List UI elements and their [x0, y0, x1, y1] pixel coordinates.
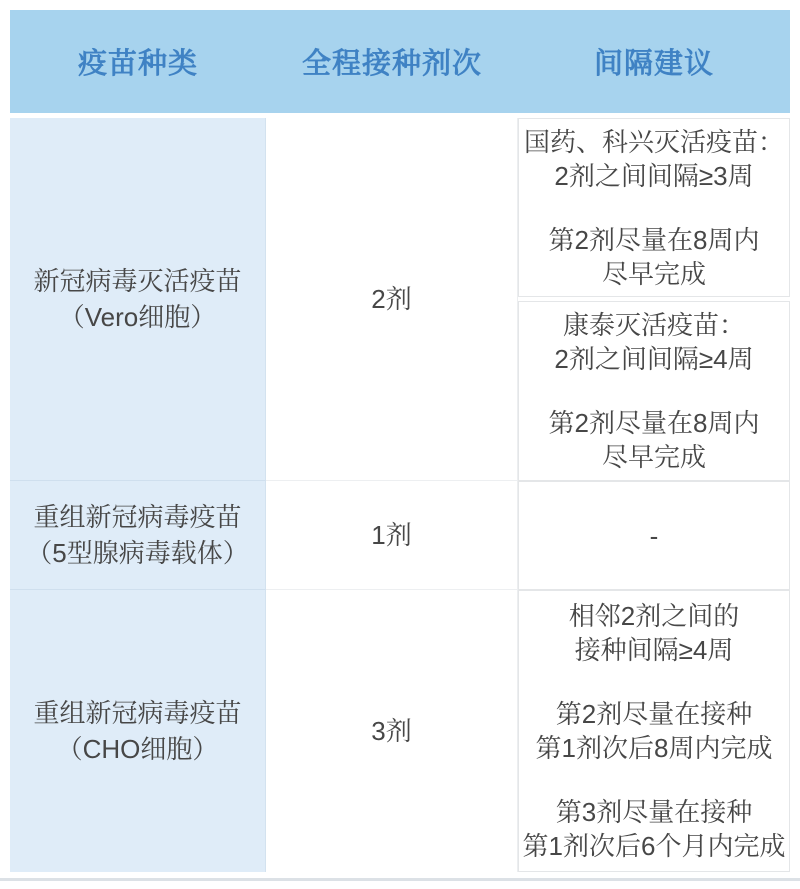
interval-line: 尽早完成	[601, 442, 706, 472]
interval-line: 第2剂尽量在8周内	[548, 408, 760, 438]
row2-vaccine-type-cell	[10, 481, 266, 590]
interval-line: 第2剂尽量在8周内	[548, 224, 760, 255]
interval-paragraph	[536, 697, 773, 765]
header-vaccine-type: 疫苗种类	[77, 48, 198, 80]
vaccine-name: 重组新冠病毒疫苗	[33, 502, 242, 532]
interval-subcell-none	[518, 481, 790, 590]
row2-interval-cell	[518, 481, 790, 590]
header-interval-advice: 间隔建议	[593, 48, 714, 80]
dose-count: 1剂	[371, 520, 412, 550]
interval-subcell-kangtai	[518, 301, 790, 481]
interval-line: 2剂之间间隔≥3周	[554, 160, 754, 191]
row3-dose-cell	[266, 590, 518, 872]
row2-dose-cell	[266, 481, 518, 590]
dose-count: 3剂	[371, 716, 412, 746]
vaccine-platform: （5型腺病毒载体）	[26, 538, 249, 568]
header-dose-count: 全程接种剂次	[301, 48, 482, 80]
vaccine-name: 重组新冠病毒疫苗	[33, 698, 242, 728]
interval-line: 康泰灭活疫苗：	[562, 310, 745, 340]
row1-dose-cell	[266, 118, 518, 481]
interval-line: 第2剂尽量在接种	[555, 699, 753, 729]
interval-paragraph	[549, 406, 760, 474]
interval-line: 相邻2剂之间的	[568, 601, 740, 631]
interval-line: 第1剂次后8周内完成	[535, 733, 773, 763]
table-header-row	[10, 10, 790, 113]
interval-paragraph	[524, 125, 784, 193]
interval-paragraph	[554, 308, 753, 376]
row3-interval-cell	[518, 590, 790, 872]
interval-line: 尽早完成	[601, 258, 706, 289]
interval-paragraph	[650, 519, 659, 553]
vaccine-table	[10, 10, 790, 872]
interval-paragraph	[523, 795, 786, 863]
row3-vaccine-type-cell	[10, 590, 266, 872]
bottom-divider	[0, 878, 800, 881]
vaccine-name: 新冠病毒灭活疫苗	[33, 266, 242, 296]
interval-line: 第1剂次后6个月内完成	[522, 831, 786, 861]
row1-vaccine-type-cell	[10, 118, 266, 481]
dose-count: 2剂	[371, 284, 412, 314]
interval-subcell-cho	[518, 590, 790, 872]
row1-interval-cell	[518, 118, 790, 481]
table-body	[10, 118, 790, 872]
interval-paragraph	[569, 599, 739, 667]
interval-subcell-sinopharm-sinovac	[518, 118, 790, 297]
interval-line: 第3剂尽量在接种	[555, 797, 753, 827]
interval-dash: -	[649, 520, 659, 551]
interval-line: 2剂之间间隔≥4周	[554, 344, 754, 374]
interval-line: 接种间隔≥4周	[574, 635, 734, 665]
interval-line: 国药、科兴灭活疫苗：	[523, 126, 784, 157]
interval-paragraph	[549, 223, 760, 291]
vaccine-platform: （Vero细胞）	[58, 302, 217, 332]
vaccine-platform: （CHO细胞）	[56, 734, 219, 764]
